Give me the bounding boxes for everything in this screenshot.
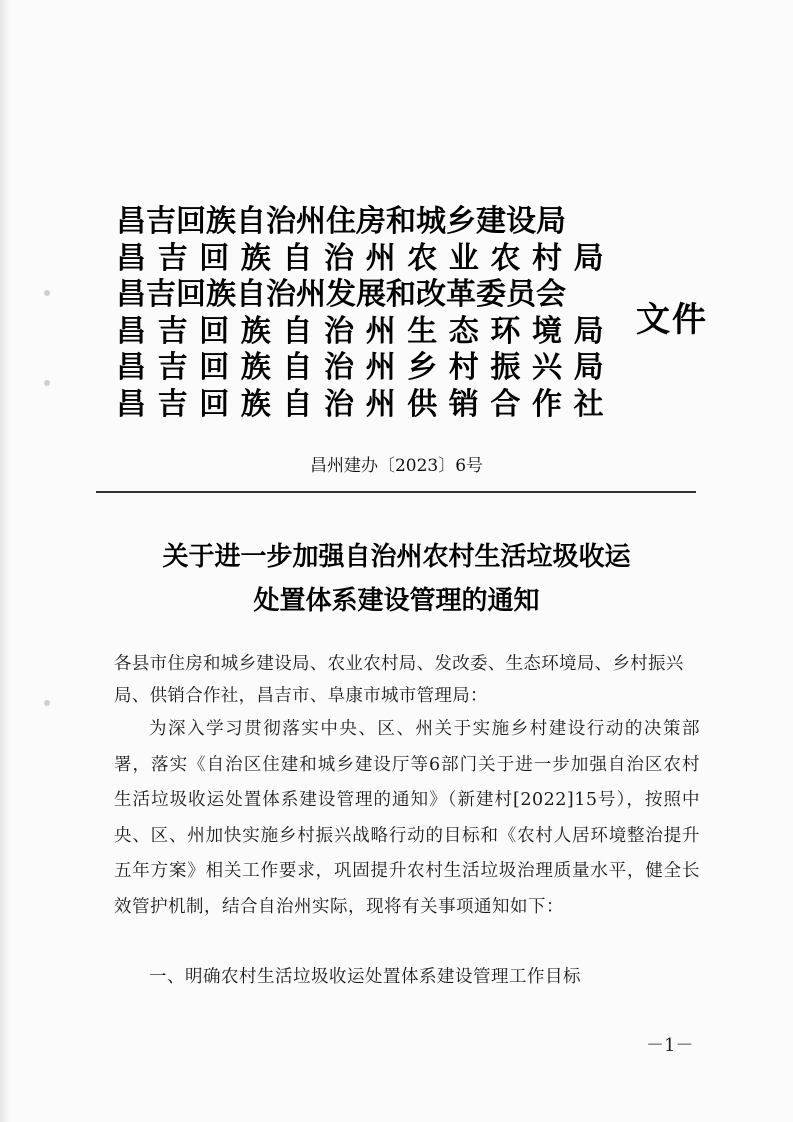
binding-hole <box>44 380 50 386</box>
recipient-list: 各县市住房和城乡建设局、农业农村局、发改委、生态环境局、乡村振兴局、供销合作社，昌吉市、阜康市城市管理局： <box>114 654 684 706</box>
body-paragraph <box>114 712 700 925</box>
title-line-2: 处置体系建设管理的通知 <box>253 586 540 616</box>
issuing-authorities <box>116 204 636 423</box>
page-number: －1－ <box>646 1035 694 1056</box>
issuer-line: 昌吉回族自治州生态环境局 <box>116 313 616 349</box>
title-line-1: 关于进一步加强自治州农村生活垃圾收运 <box>162 542 631 572</box>
issuer-line: 昌吉回族自治州乡村振兴局 <box>116 350 616 385</box>
issuer-line: 昌吉回族自治州发展和改革委员会 <box>116 277 566 312</box>
red-line-divider <box>96 491 696 493</box>
binding-hole <box>44 700 50 706</box>
binding-hole <box>44 290 50 296</box>
notice-title <box>0 535 793 623</box>
document-word: 文件 <box>636 300 708 340</box>
issuer-line: 昌吉回族自治州供销合作社 <box>116 386 616 422</box>
body-text: 为深入学习贯彻落实中央、区、州关于实施乡村建设行动的决策部署，落实《自治区住建和城乡建设厅等6部门关于进一步加强自治区农村生活垃圾收运处置体系建设管理的通知》（新建村[2022]15号），按照中央、区、州加快实施乡村振兴战略行动的目标和《农村人居环境整治提升五年方案》相关工作要求，巩固提升农村生活垃圾治理质量水平，健全长效管护机制，结合自治州实际，现将有关事项通知如下： <box>114 719 700 917</box>
issuer-line: 昌吉回族自治州住房和城乡建设局 <box>116 204 566 239</box>
issuer-line: 昌吉回族自治州农业农村局 <box>116 240 616 276</box>
document-number: 昌州建办〔2023〕6号 <box>309 456 484 476</box>
section-heading: 一、明确农村生活垃圾收运处置体系建设管理工作目标 <box>149 967 581 987</box>
